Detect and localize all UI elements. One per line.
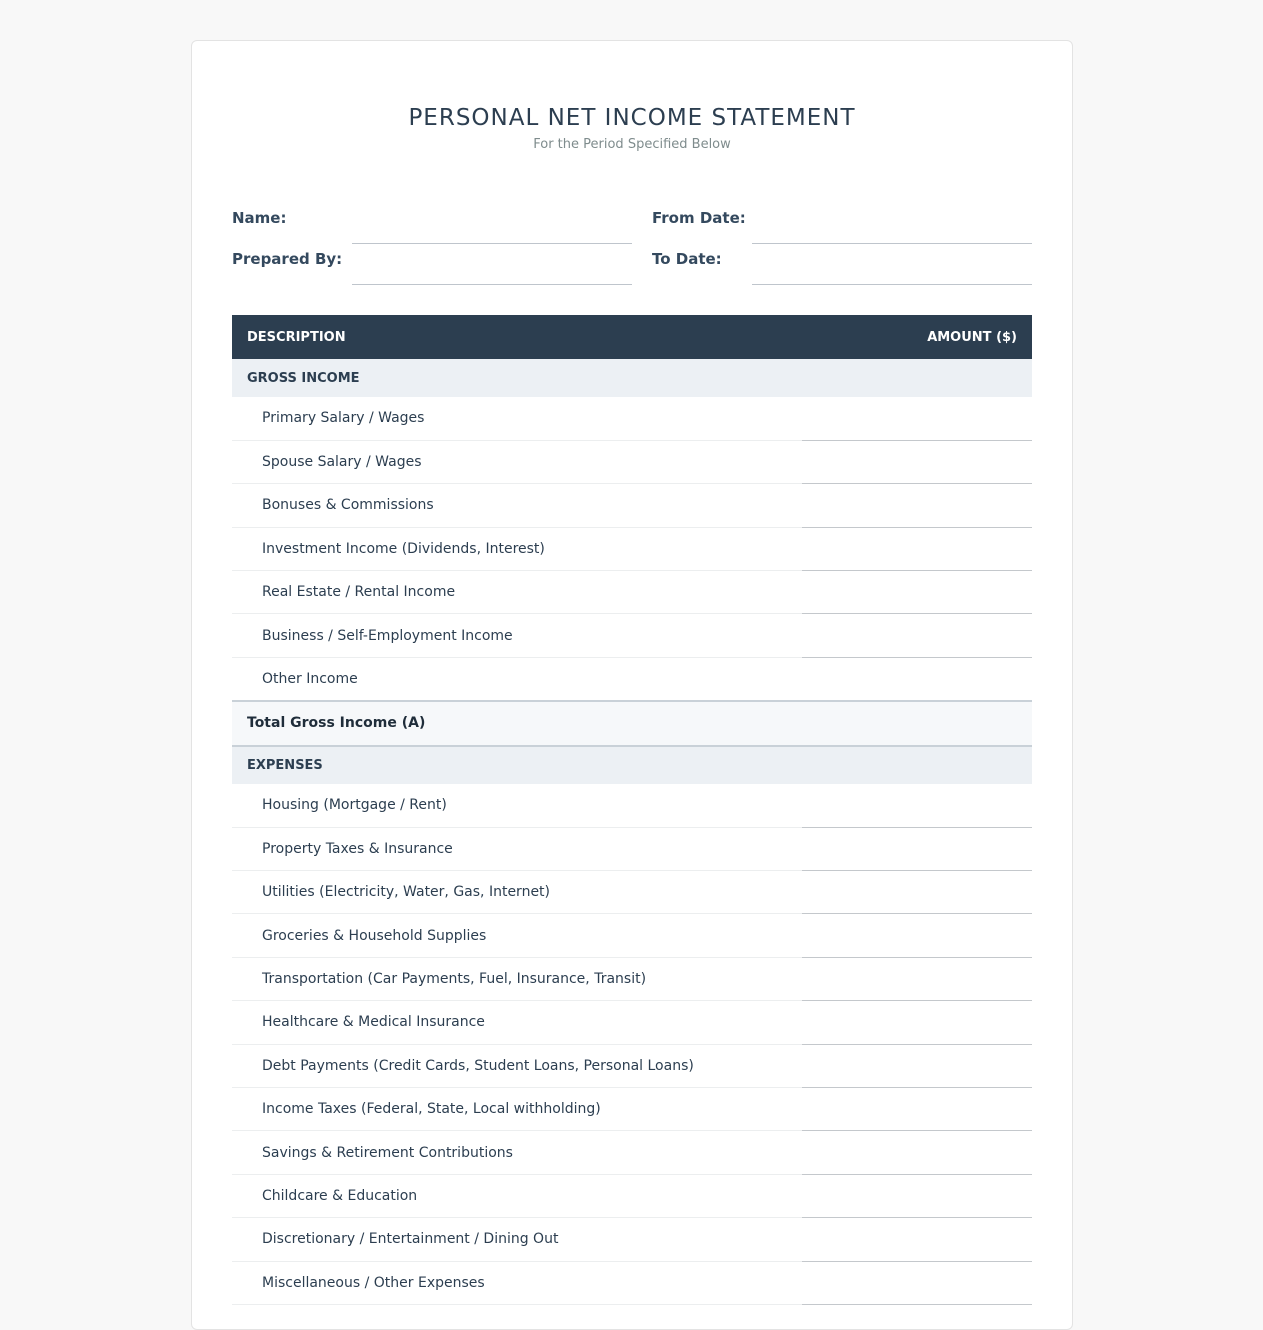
row-description: Bonuses & Commissions (232, 484, 802, 527)
amount-field[interactable] (802, 614, 1032, 657)
table-row (232, 1001, 1032, 1044)
page-subtitle: For the Period Specified Below (533, 137, 731, 152)
section-heading: EXPENSES (232, 746, 1032, 784)
header-fields (232, 203, 1032, 285)
table-row (232, 397, 1032, 440)
amount-field[interactable] (802, 871, 1032, 914)
table-row (232, 1218, 1032, 1261)
row-description: Debt Payments (Credit Cards, Student Loans, Personal Loans) (232, 1044, 802, 1087)
table-row (232, 527, 1032, 570)
to-date-field[interactable] (752, 244, 1032, 285)
row-description: Healthcare & Medical Insurance (232, 1001, 802, 1044)
section-heading: GROSS INCOME (232, 359, 1032, 397)
from-date-label: From Date: (652, 209, 746, 227)
table-row (232, 914, 1032, 957)
row-description: Spouse Salary / Wages (232, 440, 802, 483)
row-description: Investment Income (Dividends, Interest) (232, 527, 802, 570)
from-date-field[interactable] (752, 203, 1032, 244)
row-description: Childcare & Education (232, 1174, 802, 1217)
table-row (232, 871, 1032, 914)
expenses-section (232, 746, 1032, 784)
row-description: Utilities (Electricity, Water, Gas, Internet) (232, 871, 802, 914)
table-row (232, 1044, 1032, 1087)
table-row (232, 614, 1032, 657)
table-row (232, 784, 1032, 827)
table-header-row (232, 315, 1032, 359)
to-date-label: To Date: (652, 250, 722, 268)
row-description: Housing (Mortgage / Rent) (232, 784, 802, 827)
table-row (232, 440, 1032, 483)
amount-field[interactable] (802, 784, 1032, 827)
row-description: Groceries & Household Supplies (232, 914, 802, 957)
amount-field[interactable] (802, 1001, 1032, 1044)
amount-field[interactable] (802, 914, 1032, 957)
total-amount-field[interactable] (802, 701, 1032, 746)
table-row (232, 827, 1032, 870)
amount-field[interactable] (802, 571, 1032, 614)
amount-field[interactable] (802, 1087, 1032, 1130)
name-label: Name: (232, 209, 287, 227)
table-row (232, 657, 1032, 700)
amount-field[interactable] (802, 527, 1032, 570)
amount-field[interactable] (802, 1261, 1032, 1304)
amount-column-header: AMOUNT ($) (802, 315, 1032, 359)
row-description: Other Income (262, 670, 358, 687)
page-title: PERSONAL NET INCOME STATEMENT (408, 105, 856, 131)
prepared-by-field[interactable] (352, 244, 632, 285)
table-row (232, 484, 1032, 527)
row-description: Transportation (Car Payments, Fuel, Insurance, Transit) (232, 957, 802, 1000)
amount-field[interactable] (802, 484, 1032, 527)
amount-field[interactable] (802, 1174, 1032, 1217)
amount-field[interactable] (802, 440, 1032, 483)
row-description: Savings & Retirement Contributions (232, 1131, 802, 1174)
table-row (232, 1087, 1032, 1130)
row-description: Miscellaneous / Other Expenses (232, 1261, 802, 1304)
amount-field[interactable] (802, 397, 1032, 440)
name-field[interactable] (352, 203, 632, 244)
row-description: Discretionary / Entertainment / Dining Out (232, 1218, 802, 1261)
amount-field[interactable] (802, 657, 1032, 700)
table-row (232, 1261, 1032, 1304)
amount-field[interactable] (802, 827, 1032, 870)
amount-field[interactable] (802, 1044, 1032, 1087)
row-description: Income Taxes (Federal, State, Local withholding) (232, 1087, 802, 1130)
total-label: Total Gross Income (A) (232, 701, 802, 746)
table-row (232, 571, 1032, 614)
table-row (232, 957, 1032, 1000)
row-description: Property Taxes & Insurance (232, 827, 802, 870)
amount-field[interactable] (802, 1131, 1032, 1174)
row-description: Real Estate / Rental Income (232, 571, 802, 614)
amount-field[interactable] (802, 957, 1032, 1000)
statement-sheet (191, 40, 1073, 1330)
gross-income-section (232, 359, 1032, 397)
total-gross-income-row (232, 701, 1032, 746)
income-statement-table (232, 315, 1032, 1305)
amount-field[interactable] (802, 1218, 1032, 1261)
table-row (232, 1174, 1032, 1217)
table-row (232, 1131, 1032, 1174)
row-description: Primary Salary / Wages (232, 397, 802, 440)
row-description: Business / Self-Employment Income (232, 614, 802, 657)
prepared-by-label: Prepared By: (232, 250, 343, 268)
description-column-header: DESCRIPTION (232, 315, 802, 359)
